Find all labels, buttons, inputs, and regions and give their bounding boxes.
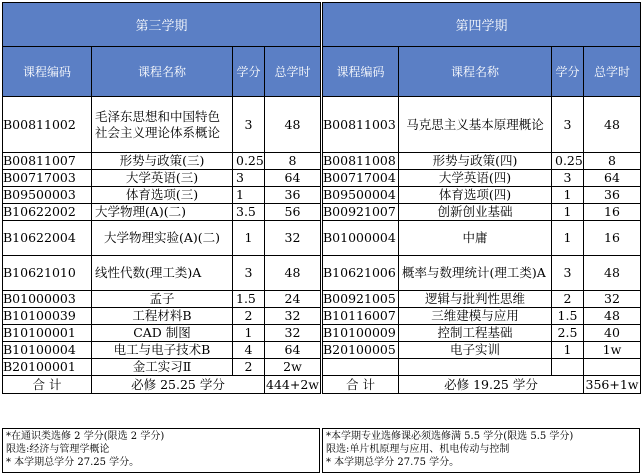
header-course-name: 课程名称	[399, 47, 552, 97]
course-name: 体育选项(四)	[399, 187, 552, 204]
course-credit: 3	[233, 170, 265, 187]
table-row	[323, 170, 641, 187]
course-hours: 16	[584, 221, 641, 256]
course-hours: 8	[584, 153, 641, 170]
table-row	[323, 256, 641, 291]
course-hours: 32	[265, 308, 321, 325]
course-name: 孟子	[92, 291, 233, 308]
course-code: B00811003	[323, 97, 399, 153]
course-credit: 3	[233, 97, 265, 153]
course-name: 大学英语(三)	[92, 170, 233, 187]
course-code: B09500004	[323, 187, 399, 204]
term4-title: 第四学期	[323, 3, 641, 47]
course-hours: 36	[265, 187, 321, 204]
course-code: B10621010	[3, 256, 92, 291]
table-row	[323, 153, 641, 170]
total-credit: 必修 19.25 学分	[399, 376, 584, 394]
term3-title: 第三学期	[3, 3, 321, 47]
term4-table	[322, 2, 641, 394]
course-code: B01000004	[323, 221, 399, 256]
header-credit: 学分	[552, 47, 584, 97]
table-row	[3, 256, 321, 291]
course-code: B00811002	[3, 97, 92, 153]
course-credit: 1	[233, 187, 265, 204]
course-credit: 1	[552, 342, 584, 359]
course-credit: 1	[552, 187, 584, 204]
course-hours: 48	[584, 308, 641, 325]
course-credit: 3	[552, 97, 584, 153]
note-line: * 本学期总学分 27.75 学分。	[326, 457, 460, 468]
total-row	[3, 376, 321, 394]
course-code: B10100001	[3, 325, 92, 342]
table-row	[323, 342, 641, 359]
total-hours: 356+1w	[584, 376, 641, 394]
table-row	[3, 187, 321, 204]
table-row	[323, 325, 641, 342]
course-code: B10622004	[3, 221, 92, 256]
course-name: 线性代数(理工类)A	[92, 256, 233, 291]
course-name: 电子实训	[399, 342, 552, 359]
course-hours: 40	[584, 325, 641, 342]
table-row	[323, 204, 641, 221]
course-credit: 0.25	[233, 153, 265, 170]
table-row	[323, 221, 641, 256]
course-code: B00921007	[323, 204, 399, 221]
course-name: CAD 制图	[92, 325, 233, 342]
table-row	[323, 97, 641, 153]
course-credit: 0.25	[552, 153, 584, 170]
course-code: B10116007	[323, 308, 399, 325]
course-name: 中庸	[399, 221, 552, 256]
header-hours: 总学时	[584, 47, 641, 97]
course-credit: 4	[233, 342, 265, 359]
table-row	[323, 291, 641, 308]
course-hours: 2w	[265, 359, 321, 376]
table-row	[3, 325, 321, 342]
course-name: 大学物理实验(A)(二)	[92, 221, 233, 256]
course-credit: 1	[233, 325, 265, 342]
header-hours: 总学时	[265, 47, 321, 97]
total-label: 合 计	[3, 376, 92, 394]
note-line: * 本学期总学分 27.25 学分。	[6, 457, 140, 468]
header-course-code: 课程编码	[3, 47, 92, 97]
course-code: B20100005	[323, 342, 399, 359]
course-name: 体育选项(三)	[92, 187, 233, 204]
course-hours: 64	[265, 342, 321, 359]
course-code: B10100004	[3, 342, 92, 359]
course-code: B10100009	[323, 325, 399, 342]
course-code: B10621006	[323, 256, 399, 291]
course-code: B00811008	[323, 153, 399, 170]
table-row	[3, 170, 321, 187]
total-credit: 必修 25.25 学分	[92, 376, 265, 394]
total-label: 合 计	[323, 376, 399, 394]
course-hours: 32	[265, 221, 321, 256]
note-line: *本学期专业选修课必须选修满 5.5 学分(限选 5.5 学分)	[326, 431, 574, 442]
course-code: B10622002	[3, 204, 92, 221]
course-hours: 48	[584, 97, 641, 153]
note-line: *在通识类选修 2 学分(限选 2 学分)	[6, 431, 165, 442]
table-row	[3, 204, 321, 221]
course-credit: 1.5	[552, 308, 584, 325]
course-credit: 1	[552, 204, 584, 221]
course-code: B10100039	[3, 308, 92, 325]
header-course-name: 课程名称	[92, 47, 233, 97]
table-row	[3, 308, 321, 325]
header-credit: 学分	[233, 47, 265, 97]
course-hours: 48	[265, 256, 321, 291]
term4-panel	[322, 2, 640, 394]
course-credit: 2	[552, 291, 584, 308]
course-code: B20100001	[3, 359, 92, 376]
course-hours: 32	[265, 325, 321, 342]
course-hours: 48	[265, 97, 321, 153]
course-code: B00717004	[323, 170, 399, 187]
course-hours: 64	[265, 170, 321, 187]
course-name: 大学物理(A)(二)	[92, 204, 233, 221]
course-hours: 1w	[584, 342, 641, 359]
course-credit: 1.5	[233, 291, 265, 308]
course-name: 工程材料B	[92, 308, 233, 325]
course-name: 电工与电子技术B	[92, 342, 233, 359]
table-row	[323, 187, 641, 204]
table-row	[3, 221, 321, 256]
term3-table	[2, 2, 321, 394]
course-hours: 32	[584, 291, 641, 308]
course-name: 马克思主义基本原理概论	[399, 97, 552, 153]
table-row-empty	[323, 359, 641, 376]
table-row	[3, 359, 321, 376]
term3-notes	[2, 428, 320, 473]
term4-notes	[322, 428, 640, 473]
course-code: B00717003	[3, 170, 92, 187]
notes-section	[2, 428, 642, 473]
course-name: 控制工程基础	[399, 325, 552, 342]
total-row	[323, 376, 641, 394]
course-credit: 1	[233, 221, 265, 256]
course-name: 概率与数理统计(理工类)A	[399, 256, 552, 291]
course-credit: 2	[233, 308, 265, 325]
header-course-code: 课程编码	[323, 47, 399, 97]
course-name: 金工实习Ⅱ	[92, 359, 233, 376]
course-credit: 3	[552, 256, 584, 291]
table-row	[3, 153, 321, 170]
note-line: 限选:经济与管理学概论	[6, 444, 110, 455]
course-hours: 16	[584, 204, 641, 221]
table-row	[3, 97, 321, 153]
table-row	[3, 342, 321, 359]
course-credit: 3	[233, 256, 265, 291]
course-name: 大学英语(四)	[399, 170, 552, 187]
term3-panel	[2, 2, 320, 394]
course-hours: 64	[584, 170, 641, 187]
course-name: 毛泽东思想和中国特色社会主义理论体系概论	[92, 97, 233, 153]
course-hours: 24	[265, 291, 321, 308]
course-name: 逻辑与批判性思维	[399, 291, 552, 308]
total-hours: 444+2w	[266, 376, 319, 392]
table-row	[3, 291, 321, 308]
course-hours: 36	[584, 187, 641, 204]
course-credit: 2.5	[552, 325, 584, 342]
course-credit: 2	[233, 359, 265, 376]
course-name: 形势与政策(四)	[399, 153, 552, 170]
course-hours: 8	[265, 153, 321, 170]
course-code: B09500003	[3, 187, 92, 204]
course-name: 创新创业基础	[399, 204, 552, 221]
course-credit: 1	[552, 221, 584, 256]
course-credit: 3.5	[233, 204, 265, 221]
course-name: 形势与政策(三)	[92, 153, 233, 170]
table-row	[323, 308, 641, 325]
course-code: B00811007	[3, 153, 92, 170]
course-hours: 48	[584, 256, 641, 291]
course-credit: 3	[552, 170, 584, 187]
course-code: B00921005	[323, 291, 399, 308]
course-hours: 56	[265, 204, 321, 221]
course-code: B01000003	[3, 291, 92, 308]
course-name: 三维建模与应用	[399, 308, 552, 325]
note-line: 限选:单片机原理与应用、机电传动与控制	[326, 444, 510, 455]
